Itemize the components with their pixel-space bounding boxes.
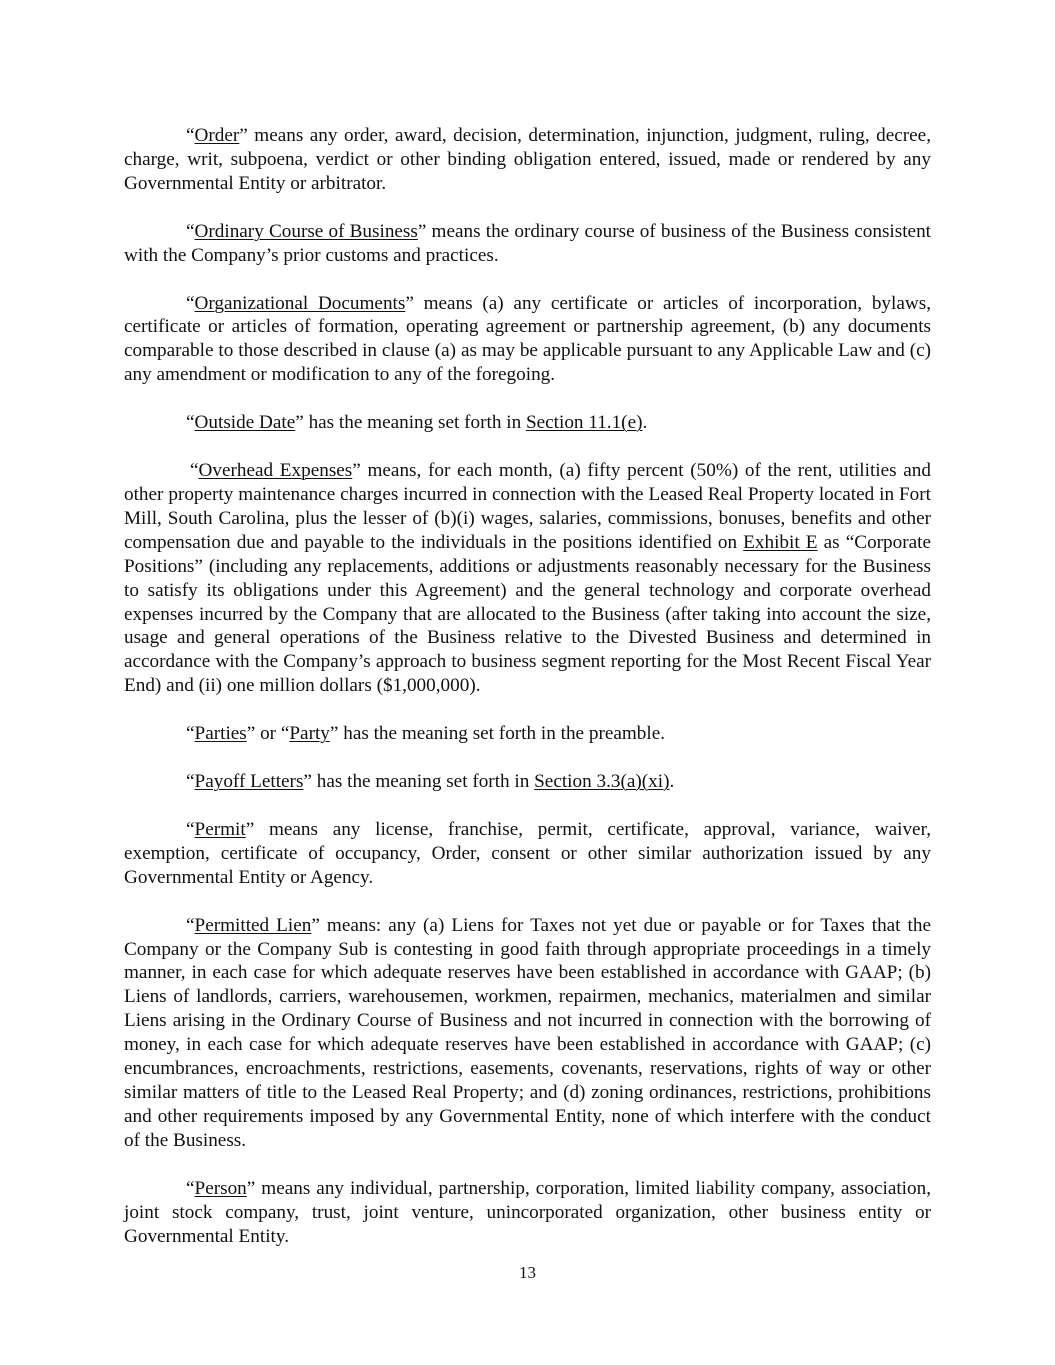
- section-reference-link[interactable]: Section 3.3(a)(xi): [534, 771, 670, 793]
- open-quote: “: [186, 818, 195, 840]
- defined-term: Overhead Expenses: [198, 460, 353, 482]
- defined-term: Order: [194, 125, 240, 146]
- exhibit-reference-link[interactable]: Exhibit E: [743, 531, 818, 553]
- document-page: [124, 124, 931, 1272]
- definition-text: ” means (a) any certificate or articles of incorporation, bylaws, certificate or articles of formation, operating agreement or partnership agreement, (b) any documents comparable to those described in clause (a) as may be applicable pursuant to any Applicable Law and (c) any amendment or modification to any of the foregoing.: [124, 292, 931, 386]
- open-quote: “: [186, 125, 195, 146]
- definition-text: ” or “: [246, 723, 290, 745]
- defined-term: Person: [194, 1177, 247, 1199]
- defined-term: Permit: [194, 818, 246, 840]
- definition-text: ” means, for each month, (a) fifty percent (50%) of the rent, utilities and other property maintenance charges incurred in connection with the Leased Real Property located in Fort Mill, South Carolina, plus the lesser of (b)(i) wages, salaries, commissions, bonuses, benefits and other compensation due and payable to the individuals in the positions identified on: [124, 460, 931, 553]
- definition-text: ” means any individual, partnership, corporation, limited liability company, association, joint stock company, trust, joint venture, unincorporated organization, other business entity or Governmental Entity.: [124, 1177, 931, 1247]
- defined-term: Organizational Documents: [194, 292, 406, 314]
- open-quote: “: [186, 771, 195, 793]
- defined-term: Parties: [194, 723, 247, 745]
- definition-organizational-documents: [124, 292, 931, 388]
- defined-term: Party: [289, 723, 330, 745]
- open-quote: “: [186, 1177, 195, 1199]
- definition-text: ” has the meaning set forth in: [295, 412, 526, 434]
- definition-order: [124, 124, 931, 196]
- open-quote: “: [186, 220, 195, 242]
- definition-text: .: [669, 771, 675, 793]
- definition-text: ” has the meaning set forth in: [303, 771, 535, 793]
- definition-outside-date: [124, 411, 931, 435]
- definition-text: ” means: any (a) Liens for Taxes not yet due or payable or for Taxes that the Company or the Company Sub is contesting in good faith through appropriate proceedings in a timely manner, in each case for which adequate reserves have been established in accordance with GAAP; (b) Liens of landlords, carriers, warehousemen, workmen, repairmen, mechanics, materialmen and similar Liens arising in the Ordinary Course of Business and not incurred in connection with the borrowing of money, in each case for which adequate reserves have been established in accordance with GAAP; (c) encumbrances, encroachments, restrictions, easements, covenants, reservations, rights of way or other similar matters of title to the Leased Real Property; and (d) zoning ordinances, restrictions, prohibitions and other requirements imposed by any Governmental Entity, none of which interfere with the conduct of the Business.: [124, 914, 931, 1151]
- defined-term: Outside Date: [194, 412, 296, 434]
- defined-term: Permitted Lien: [194, 914, 312, 936]
- definition-person: [124, 1177, 931, 1249]
- definition-overhead-expenses: [124, 459, 931, 698]
- definition-text: ” means any license, franchise, permit, certificate, approval, variance, waiver, exemption, certificate of occupancy, Order, consent or other similar authorization issued by any Governmental Entity or Agency.: [124, 818, 931, 888]
- open-quote: “: [186, 723, 195, 745]
- open-quote: “: [190, 460, 199, 482]
- open-quote: “: [186, 412, 195, 434]
- definition-payoff-letters: [124, 770, 931, 794]
- open-quote: “: [186, 292, 195, 314]
- definition-text: ” means any order, award, decision, determination, injunction, judgment, ruling, decree, charge, writ, subpoena, verdict or other binding obligation entered, issued, made or rendered by any Governmental Entity or arbitrator.: [124, 125, 931, 194]
- definition-permitted-lien: [124, 914, 931, 1153]
- definition-permit: [124, 818, 931, 890]
- definition-ordinary-course-of-business: [124, 220, 931, 268]
- definition-text: as “Corporate Positions” (including any replacements, additions or adjustments reasonably necessary for the Business to satisfy its obligations under this Agreement) and the general technology and corporate overhead expenses incurred by the Company that are allocated to the Business (after taking into account the size, usage and general operations of the Business relative to the Divested Business and determined in accordance with the Company’s approach to business segment reporting for the Most Recent Fiscal Year End) and (ii) one million dollars ($1,000,000).: [124, 531, 931, 697]
- definition-parties: [124, 722, 931, 746]
- open-quote: “: [186, 914, 195, 936]
- section-reference-link[interactable]: Section 11.1(e): [525, 412, 643, 434]
- page-number: 13: [519, 1263, 536, 1282]
- definition-text: ” has the meaning set forth in the preamble.: [329, 723, 666, 745]
- definition-text: .: [642, 412, 648, 434]
- defined-term: Ordinary Course of Business: [194, 220, 418, 242]
- definition-text: ” means the ordinary course of business of the Business consistent with the Company’s prior customs and practices.: [124, 220, 931, 266]
- defined-term: Payoff Letters: [194, 771, 304, 793]
